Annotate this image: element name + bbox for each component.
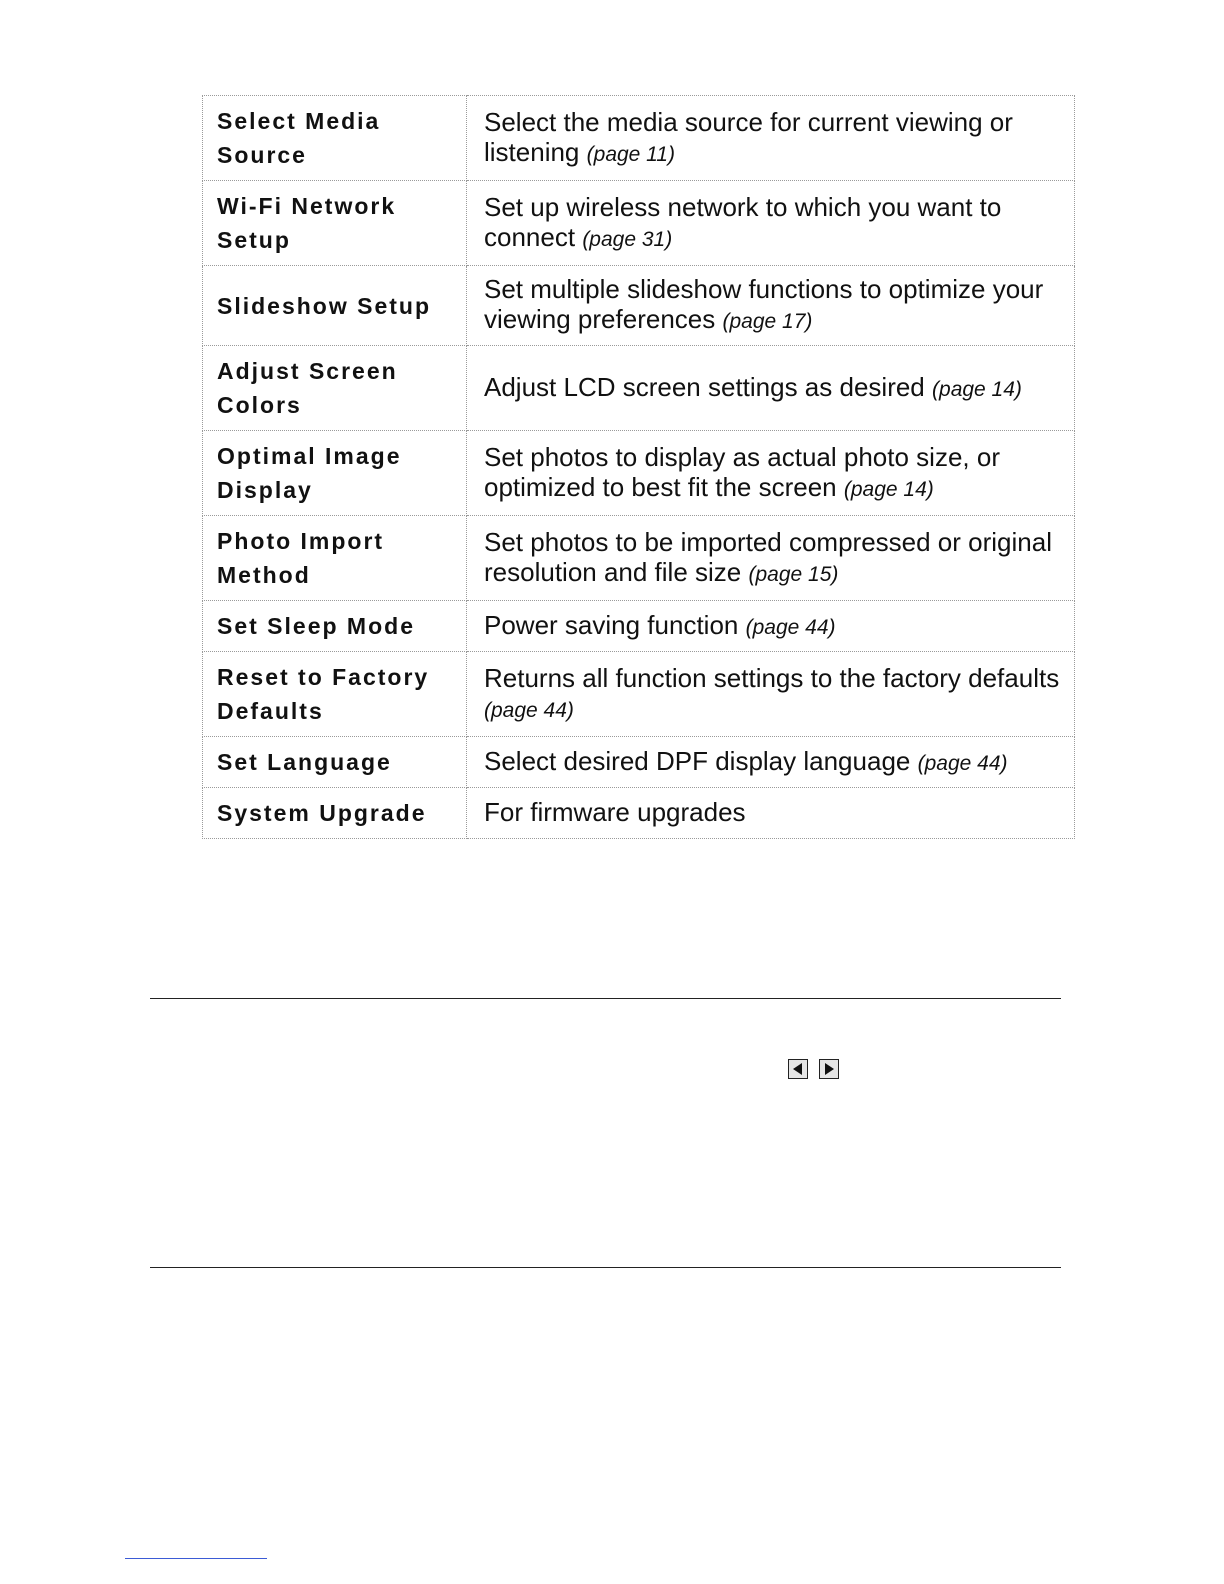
table-row bbox=[203, 266, 1075, 346]
setting-description: Adjust LCD screen settings as desired bbox=[484, 371, 925, 402]
page-reference: (page 14) bbox=[843, 477, 934, 501]
setting-name: Set Sleep Mode bbox=[203, 601, 467, 652]
table-row bbox=[203, 96, 1075, 181]
table-row bbox=[203, 788, 1075, 839]
setting-description: Set photos to be imported compressed or original resolution and file size bbox=[484, 526, 1052, 587]
setting-description: For firmware upgrades bbox=[484, 796, 746, 827]
page-reference: (page 11) bbox=[586, 142, 675, 166]
setting-name: Set Language bbox=[203, 737, 467, 788]
link-underline[interactable] bbox=[125, 1558, 267, 1559]
horizontal-divider-bottom bbox=[150, 1267, 1061, 1268]
setting-name: Photo Import Method bbox=[203, 516, 467, 601]
setting-description: Power saving function bbox=[484, 609, 739, 640]
setting-description-cell bbox=[467, 181, 1075, 266]
page-reference: (page 17) bbox=[722, 310, 813, 333]
setting-description-cell bbox=[467, 96, 1075, 181]
setting-description-cell bbox=[467, 516, 1075, 601]
setting-description: Returns all function settings to the factory defaults bbox=[484, 662, 1060, 693]
setting-name: Slideshow Setup bbox=[203, 266, 467, 346]
setting-description-cell bbox=[467, 737, 1075, 788]
setting-name: Adjust Screen Colors bbox=[203, 346, 467, 431]
setting-name: Select Media Source bbox=[203, 96, 467, 181]
page-reference: (page 31) bbox=[582, 227, 673, 251]
table-row bbox=[203, 431, 1075, 516]
previous-page-button[interactable] bbox=[788, 1059, 808, 1079]
setting-name: Wi-Fi Network Setup bbox=[203, 181, 467, 266]
page-navigation bbox=[788, 1059, 839, 1079]
next-page-button[interactable] bbox=[819, 1059, 839, 1079]
page-reference: (page 44) bbox=[917, 751, 1008, 775]
setting-description-cell bbox=[467, 346, 1075, 431]
horizontal-divider-top bbox=[150, 998, 1061, 999]
table-row bbox=[203, 516, 1075, 601]
setting-name: Optimal Image Display bbox=[203, 431, 467, 516]
page-reference: (page 15) bbox=[748, 562, 839, 586]
table-row bbox=[203, 181, 1075, 266]
setting-name: Reset to Factory Defaults bbox=[203, 652, 467, 737]
table-row bbox=[203, 601, 1075, 652]
setting-description-cell bbox=[467, 266, 1075, 346]
setting-description-cell bbox=[467, 431, 1075, 516]
setting-name: System Upgrade bbox=[203, 788, 467, 839]
setting-description: Set up wireless network to which you want to connect bbox=[484, 191, 1002, 252]
triangle-right-icon bbox=[820, 1060, 838, 1078]
settings-table bbox=[202, 95, 1075, 839]
page-reference: (page 44) bbox=[484, 698, 574, 722]
triangle-left-icon bbox=[789, 1060, 807, 1078]
setting-description: Select desired DPF display language bbox=[484, 745, 911, 776]
table-row bbox=[203, 737, 1075, 788]
setting-description: Set photos to display as actual photo size, or optimized to best fit the screen bbox=[484, 441, 1000, 502]
setting-description-cell bbox=[467, 601, 1075, 652]
page-reference: (page 44) bbox=[745, 615, 836, 639]
table-row bbox=[203, 652, 1075, 737]
setting-description-cell bbox=[467, 788, 1075, 839]
setting-description-cell bbox=[467, 652, 1075, 737]
setting-description: Set multiple slideshow functions to optimize your viewing preferences bbox=[484, 274, 1044, 334]
page-reference: (page 14) bbox=[932, 377, 1022, 401]
setting-description: Select the media source for current viewing or listening bbox=[484, 106, 1013, 167]
table-row bbox=[203, 346, 1075, 431]
